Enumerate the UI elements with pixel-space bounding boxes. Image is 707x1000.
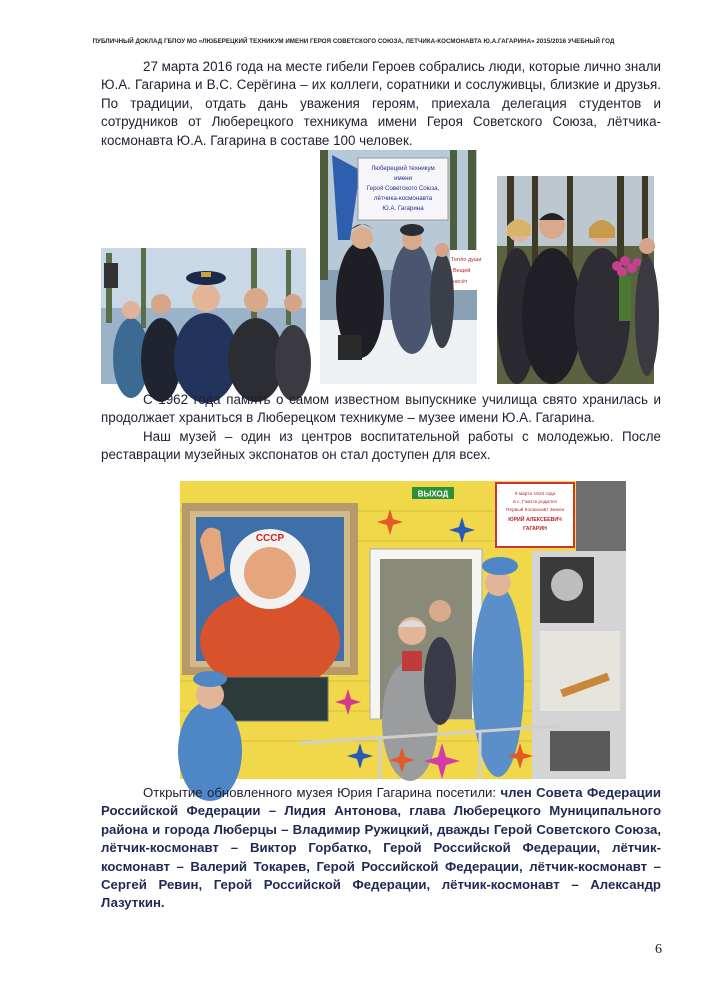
intro-text: 27 марта 2016 года на месте гибели Героев собрались люди, которые лично знали Ю.А. Гагарина и В.С. Серёгина – их коллеги, соратники и сослуживцы, близкие и друзья. По традиции, отдать дань уважения героям, приехала делегация студентов и сотрудников от Люберецкого техникума имени Героя Советского Союза, лётчика-космонавта Ю.А. Гагарина в составе 100 человек. [101,59,661,148]
document-header: ПУБЛИЧНЫЙ ДОКЛАД ГБПОУ МО «ЛЮБЕРЕЦКИЙ ТЕХНИКУМ ИМЕНИ ГЕРОЯ СОВЕТСКОГО СОЮЗА, ЛЕТЧИКА-КОСМОНАВТА Ю.А.ГАГАРИНА» 2015/2016 УЧЕБНЫЙ ГОД [92,38,615,45]
sign-line-1: Люберецкий техникум [371,165,435,172]
opening-lead: Открытие обновленного музея Юрия Гагарина посетили: [143,785,501,800]
small-sign-line-2: Вещей [453,268,471,274]
mural-helmet-text: СССР [255,533,285,544]
photo-flowers-group [497,176,654,384]
opening-guests: член Совета Федерации Российской Федерации – Лидия Антонова, глава Люберецкого Муниципального района и города Люберцы – Владимир Ружицкий, дважды Герой Советского Союза, лётчик-космонавт – Виктор Горбатко, Герой Российской Федерации, лётчик-космонавт – Валерий Токарев, Герой Российской Федерации, лётчик-космонавт – Сергей Ревин, Герой Российской Федерации, лётчик-космонавт – Александр Лазуткин. [101,785,661,911]
small-sign-line-1: Тепло души [451,257,482,263]
photo-officers-group [101,248,306,384]
sign-line-3: Героя Советского Союза, [366,185,440,192]
sign-line-2: имени [393,175,413,182]
sign-line-4: лётчика-космонавта [373,195,433,202]
opening-paragraph [101,784,661,913]
small-sign-line-3: несёт [453,279,468,285]
poster-line-2: в с. Гжатск родился [513,500,557,505]
museum-paragraph [101,391,661,465]
sign-line-5: Ю.А. Гагарина [382,205,424,212]
page-number: 6 [655,942,662,957]
intro-paragraph [101,58,661,150]
poster-line-5: ГАГАРИН [523,526,547,532]
poster-line-1: 9 марта 1934 года [514,492,556,497]
photo-sign-group [320,150,482,384]
museum-text-1: С 1962 года память о самом известном выпускнике училища свято хранилась и продолжает храниться в Люберецком техникуме – музее имени Ю.А. Гагарина. [101,392,661,426]
exit-sign-text: ВЫХОД [417,489,449,499]
poster-line-4: ЮРИЙ АЛЕКСЕЕВИЧ [508,517,562,523]
poster-line-3: Первый Космонавт Земли [505,508,565,513]
museum-text-2: Наш музей – один из центров воспитательной работы с молодежью. После реставрации музейных экспонатов он стал доступен для всех. [101,428,661,463]
photo-museum-opening [180,481,626,779]
